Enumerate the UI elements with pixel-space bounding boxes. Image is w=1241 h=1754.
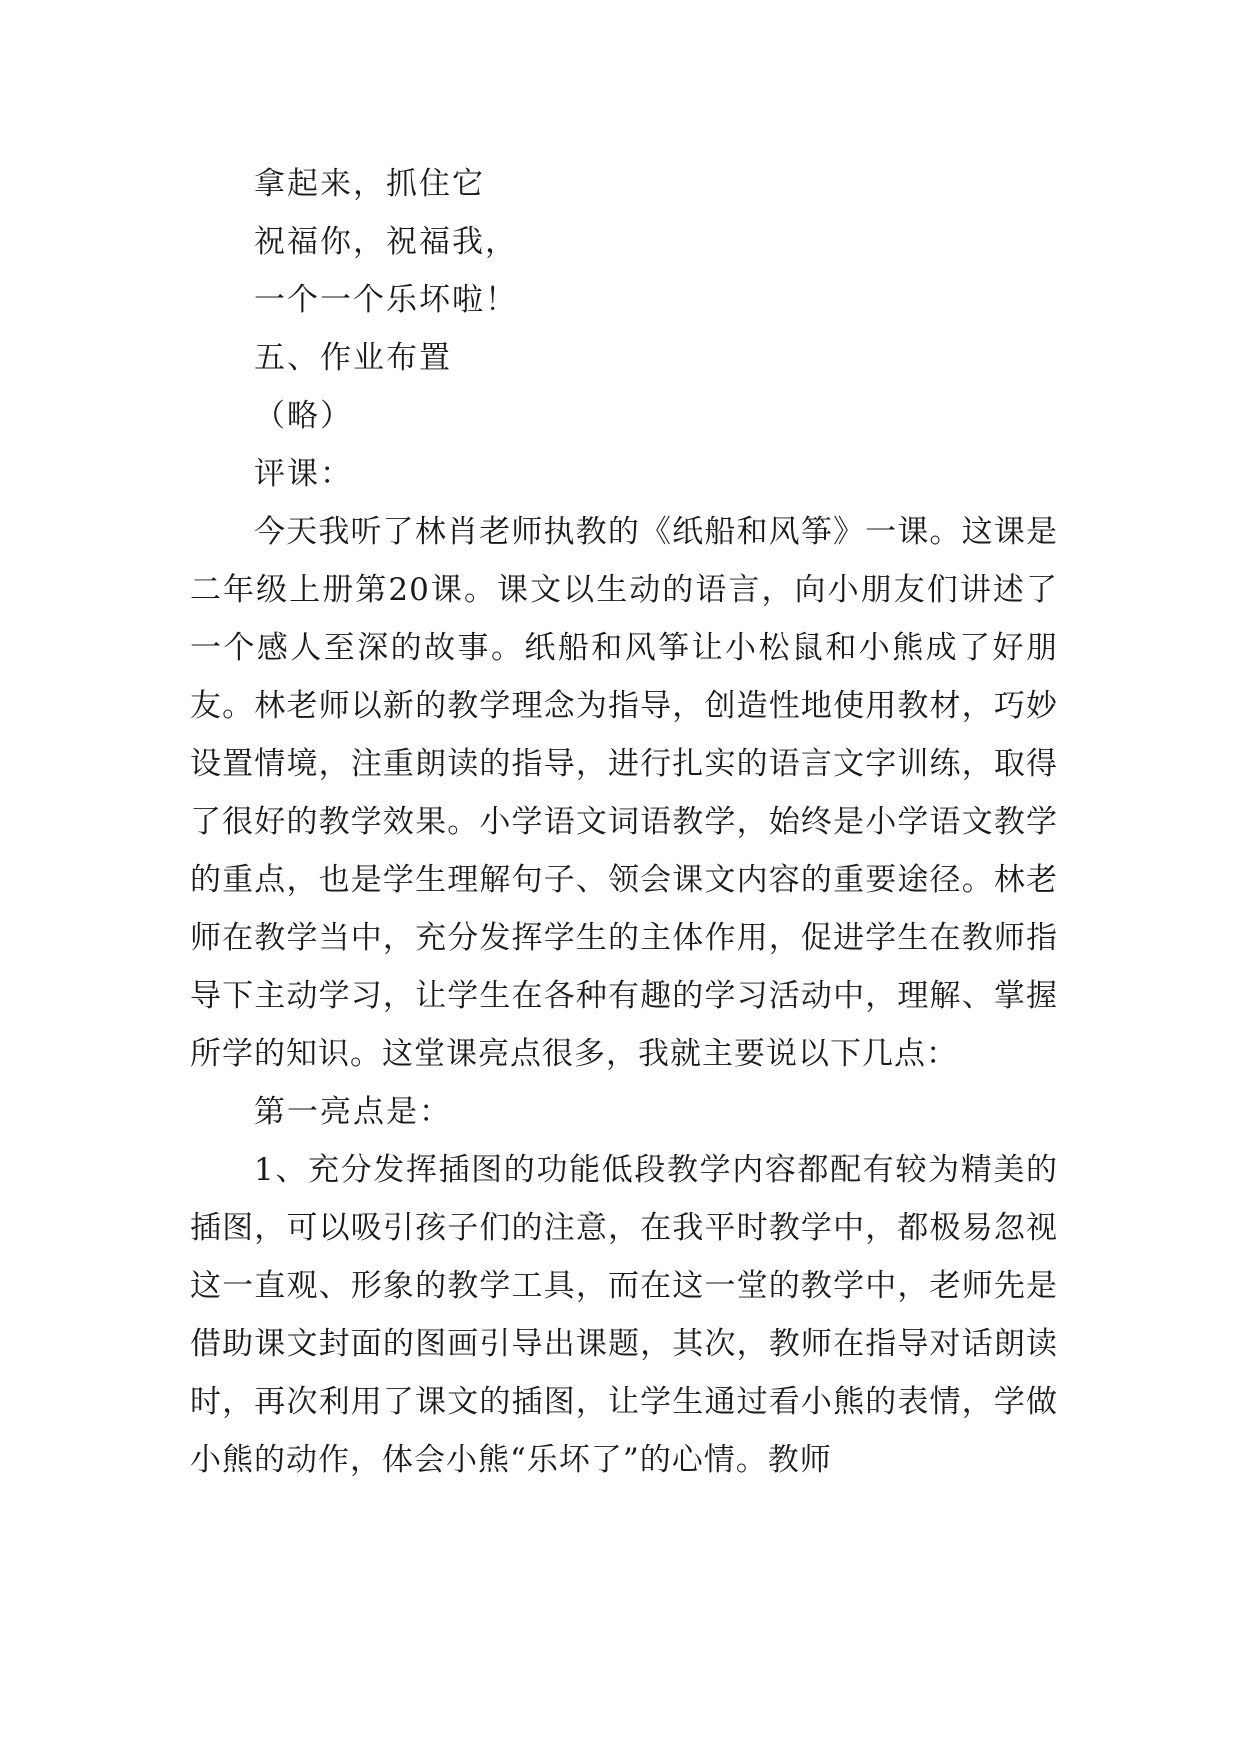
document-body — [190, 155, 1058, 1489]
review-heading: 评课： — [254, 456, 353, 492]
review-paragraph: 今天我听了林肖老师执教的《纸船和风筝》一课。这课是二年级上册第20课。课文以生动的语言，向小朋友们讲述了一个感人至深的故事。纸船和风筝让小松鼠和小熊成了好朋友。林老师以新的教学理念为指导，创造性地使用教材，巧妙设置情境，注重朗读的指导，进行扎实的语言文字训练，取得了很好的教学效果。小学语文词语教学，始终是小学语文教学的重点，也是学生理解句子、领会课文内容的重要途径。林老师在教学当中，充分发挥学生的主体作用，促进学生在教师指导下主动学习，让学生在各种有趣的学习活动中，理解、掌握所学的知识。这堂课亮点很多，我就主要说以下几点： — [190, 514, 1058, 1072]
highlight-heading: 第一亮点是： — [254, 1094, 452, 1130]
poem-line-3: 一个一个乐坏啦！ — [254, 282, 518, 318]
highlight-paragraph-1: 1、充分发挥插图的功能低段教学内容都配有较为精美的插图，可以吸引孩子们的注意，在我平时教学中，都极易忽视这一直观、形象的教学工具，而在这一堂的教学中，老师先是借助课文封面的图画引导出课题，其次，教师在指导对话朗读时，再次利用了课文的插图，让学生通过看小熊的表情，学做小熊的动作，体会小熊“乐坏了”的心情。教师 — [190, 1152, 1058, 1478]
poem-line-2: 祝福你，祝福我， — [254, 224, 518, 260]
section-heading-homework: 五、作业布置 — [254, 340, 452, 376]
homework-omitted: （略） — [254, 398, 353, 434]
poem-line-1: 拿起来，抓住它 — [254, 166, 485, 202]
